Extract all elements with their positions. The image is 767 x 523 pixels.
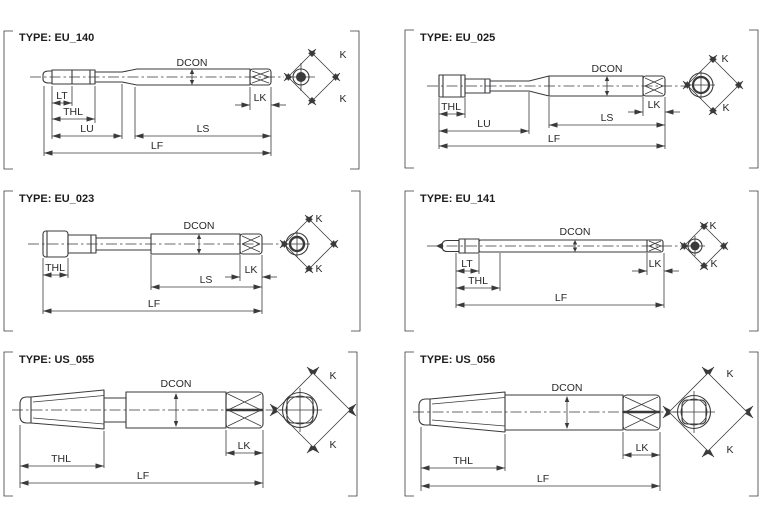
tap-drawing: [427, 75, 688, 97]
tap-drawing: [427, 239, 683, 253]
end-view: [270, 367, 356, 453]
k-lower-label: K: [726, 444, 734, 456]
panel-title: TYPE: US_056: [420, 354, 496, 366]
lf-label: LF: [136, 470, 150, 482]
frame-bracket-left: [4, 352, 13, 496]
tap-drawing: [12, 390, 285, 429]
lk-label: LK: [253, 92, 267, 104]
k-lower-label: K: [315, 263, 323, 275]
lt-label: LT: [461, 258, 473, 270]
k-lower-label: K: [329, 439, 337, 451]
panel-title: TYPE: US_055: [19, 354, 95, 366]
k-upper-label: K: [721, 53, 729, 65]
frame-bracket-right: [749, 352, 758, 496]
end-view: [683, 53, 743, 115]
panel-title: TYPE: EU_023: [19, 193, 95, 205]
panel-title: TYPE: EU_141: [420, 193, 496, 205]
lk-label: LK: [237, 440, 251, 452]
lk-label: LK: [648, 258, 662, 270]
frame-bracket-right: [749, 30, 758, 168]
k-upper-label: K: [339, 49, 347, 61]
lf-label: LF: [547, 133, 561, 145]
panel-title: TYPE: EU_025: [420, 32, 496, 44]
tap-drawing: [413, 392, 685, 432]
thl-label: THL: [453, 455, 473, 467]
frame-bracket-left: [405, 191, 414, 331]
lu-label: LU: [80, 123, 94, 135]
end-view: [280, 213, 338, 275]
tap-drawing: [30, 69, 284, 85]
thl-label: THL: [45, 262, 65, 274]
panel-us-056-figure: [383, 348, 767, 523]
dcon-label: DCON: [591, 63, 623, 75]
end-view: [663, 367, 753, 457]
lk-label: LK: [244, 264, 258, 276]
dimension-annotations: [421, 382, 660, 491]
tap-drawing: [28, 231, 290, 257]
k-upper-label: K: [315, 213, 323, 225]
ls-label: LS: [600, 112, 614, 124]
panel-eu-025-figure: [383, 0, 767, 175]
lf-label: LF: [147, 298, 161, 310]
dcon-label: DCON: [559, 226, 591, 238]
frame-bracket-left: [4, 31, 13, 169]
panel-title: TYPE: EU_140: [19, 32, 95, 44]
frame-bracket-left: [4, 191, 13, 331]
k-lower-label: K: [710, 258, 718, 270]
frame-bracket-left: [405, 352, 414, 496]
k-lower-label: K: [722, 102, 730, 114]
lf-label: LF: [150, 140, 164, 152]
panel-eu-140-figure: [0, 0, 383, 175]
thl-label: THL: [51, 453, 71, 465]
k-upper-label: K: [726, 368, 734, 380]
dcon-label: DCON: [183, 220, 215, 232]
lk-label: LK: [635, 442, 649, 454]
dcon-label: DCON: [176, 57, 208, 69]
lu-label: LU: [477, 118, 491, 130]
dcon-label: DCON: [551, 382, 583, 394]
end-view: [680, 220, 728, 270]
thl-label: THL: [468, 275, 488, 287]
panel-us-055-figure: [0, 348, 383, 523]
lk-label: LK: [647, 99, 661, 111]
end-view: [284, 49, 347, 105]
panel-eu-023-figure: [0, 175, 383, 348]
ls-label: LS: [196, 123, 210, 135]
thl-label: THL: [441, 101, 461, 113]
k-lower-label: K: [339, 93, 347, 105]
panel-eu-141-figure: [383, 175, 767, 348]
thl-label: THL: [63, 106, 83, 118]
dimension-annotations: [456, 226, 679, 308]
dcon-label: DCON: [160, 378, 192, 390]
ls-label: LS: [199, 274, 213, 286]
k-upper-label: K: [329, 370, 337, 382]
frame-bracket-right: [350, 31, 359, 169]
k-upper-label: K: [709, 220, 717, 232]
lf-label: LF: [554, 292, 568, 304]
lf-label: LF: [536, 473, 550, 485]
frame-bracket-right: [351, 191, 360, 331]
lt-label: LT: [56, 90, 68, 102]
frame-bracket-right: [348, 352, 357, 496]
frame-bracket-left: [405, 30, 414, 168]
frame-bracket-right: [749, 191, 758, 331]
